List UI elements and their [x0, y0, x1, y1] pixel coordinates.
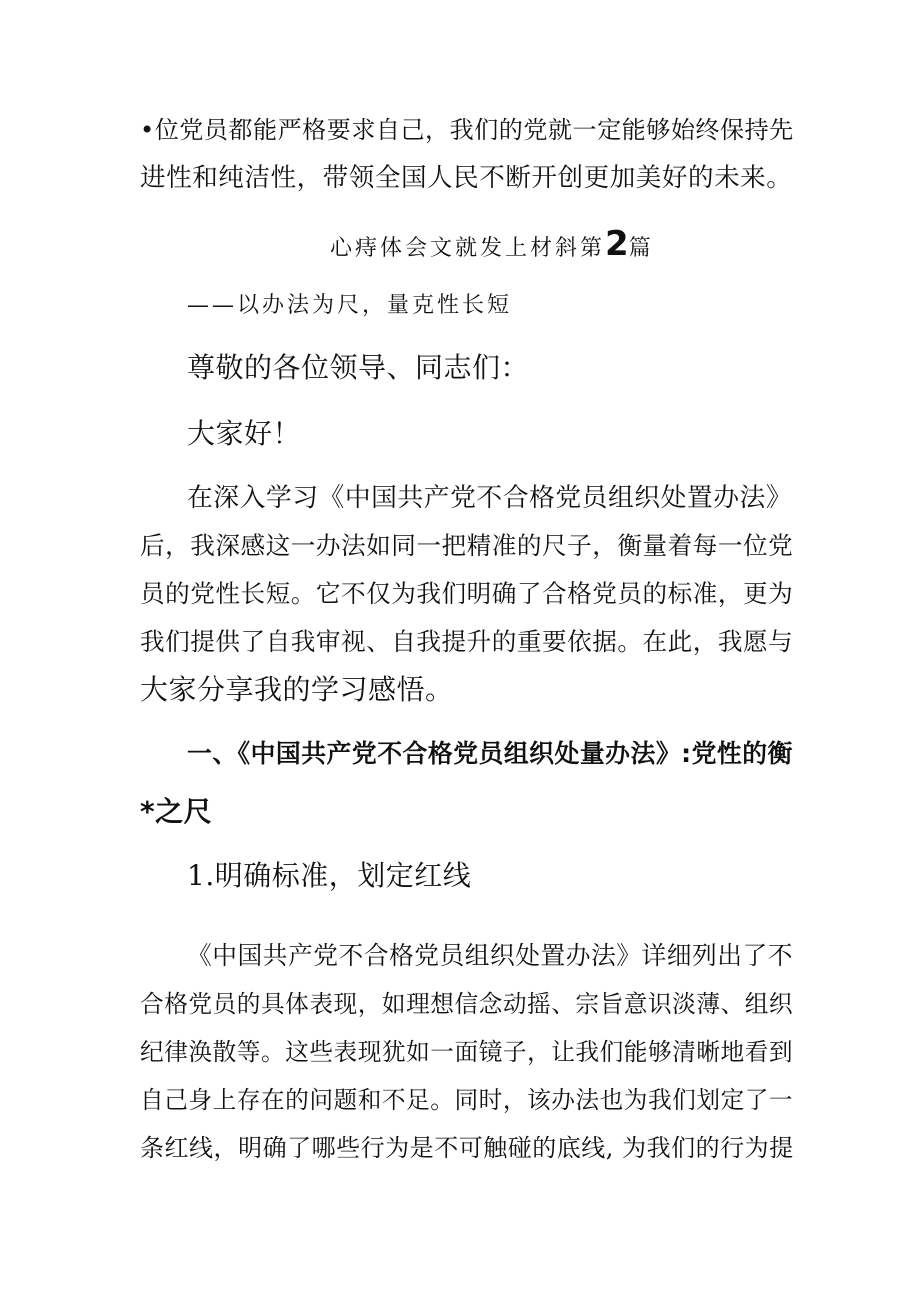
article-title-suffix: 篇 [628, 236, 654, 261]
body-line-1: 《中国共产党不合格党员组织处置办法》详细列出了不 [187, 941, 793, 970]
section-heading-line-1: 一、《中国共产党不合格党员组织处量办法》:党性的衡 [187, 739, 793, 768]
article-title [330, 224, 654, 269]
intro-line-2: 后，我深感这一办法如同一把精准的尺子，衡量着每一位党 [140, 531, 794, 560]
subsection-heading: 1.明确标准，划定红线 [187, 859, 472, 892]
body-line-2: 合格党员的具体表现，如理想信念动摇、宗旨意识淡薄、组织 [140, 990, 794, 1018]
article-subtitle: ——以办法为尺，量克性长短 [187, 293, 513, 318]
section-heading-line-2: *之尺 [140, 795, 213, 828]
article-title-number: 2 [605, 224, 629, 264]
intro-line-5: 大家分享我的学习感悟。 [140, 673, 454, 706]
intro-line-3: 员的党性长短。它不仅为我们明确了合格党员的标准，更为 [140, 579, 794, 608]
article-title-prefix: 心痔体会文就发上材斜第 [330, 236, 606, 261]
body-line-5: 条红线，明确了哪些行为是不可触碰的底线, 为我们的行为提 [140, 1134, 794, 1162]
intro-line-4: 我们提供了自我审视、自我提升的重要依据。在此，我愿与 [140, 627, 794, 656]
salutation: 尊敬的各位领导、同志们： [187, 351, 530, 384]
opening-line-1: •位党员都能严格要求自己，我们的党就一定能够始终保持先 [140, 116, 794, 144]
body-line-4: 自己身上存在的问题和不足。同时，该办法也为我们划定了一 [140, 1086, 794, 1114]
opening-line-2: 进性和纯洁性，带领全国人民不断开创更加美好的未来。 [140, 163, 793, 193]
greeting: 大家好！ [187, 417, 302, 450]
intro-line-1: 在深入学习《中国共产党不合格党员组织处置办法》 [187, 483, 793, 513]
body-line-3: 纪律涣散等。这些表现犹如一面镜子，让我们能够清晰地看到 [140, 1038, 794, 1066]
